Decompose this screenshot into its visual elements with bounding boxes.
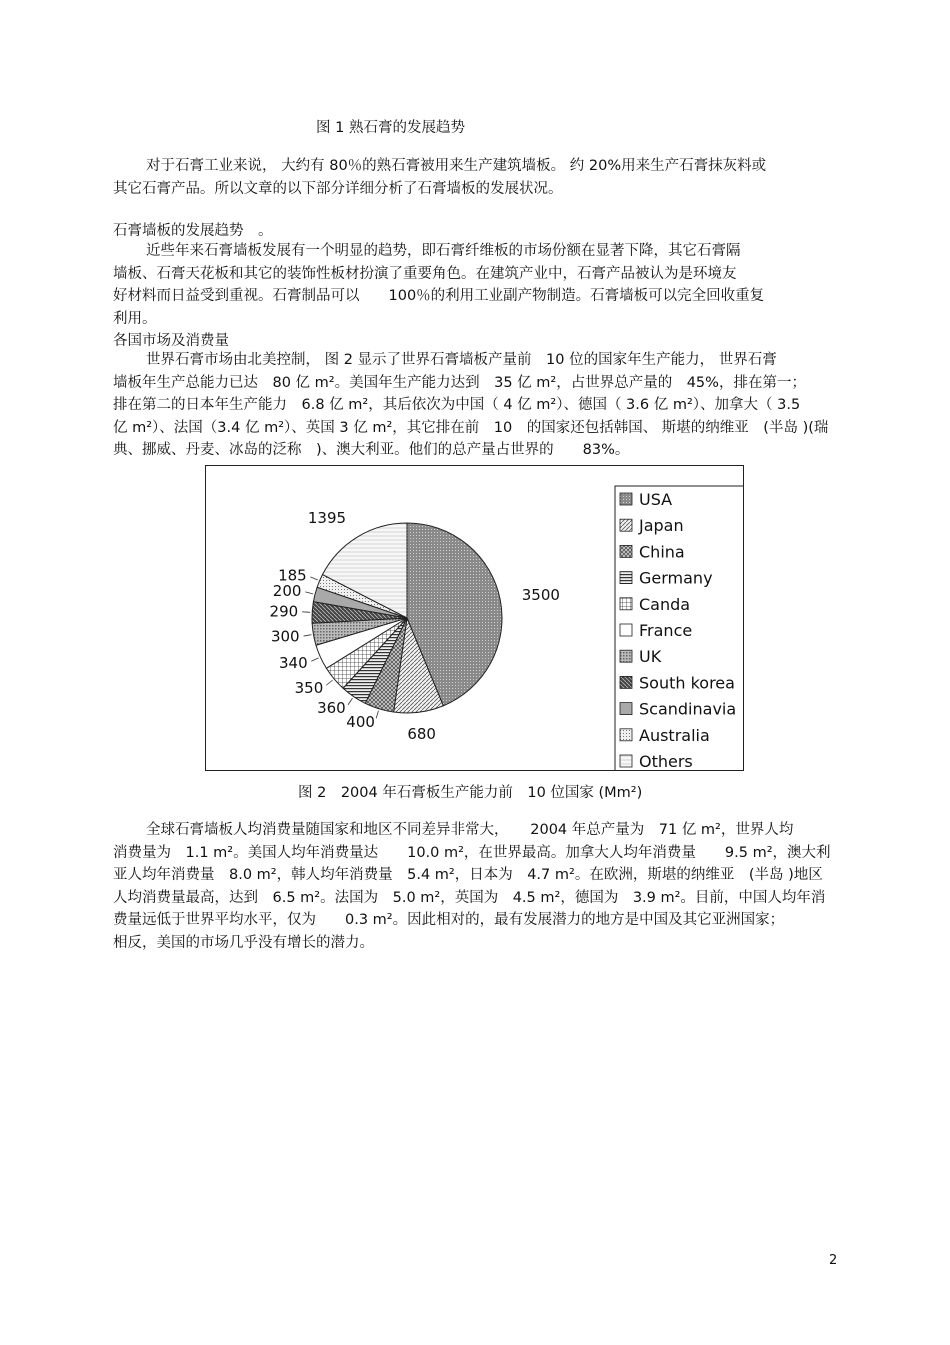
legend-label-others: Others <box>639 752 693 770</box>
pie-label-leader <box>304 635 312 636</box>
paragraph-2 <box>113 240 838 330</box>
pie-label-leader <box>326 680 332 685</box>
legend-swatch-canda <box>620 598 632 610</box>
pie-value-label: 1395 <box>307 509 347 528</box>
legend-label-scandinavia: Scandinavia <box>639 699 737 719</box>
text-line: 亚人均年消费量 8.0 m²，韩人均年消费量 5.4 m²，日本为 4.7 m²。在欧洲，斯堪的纳维亚 (半岛 )地区 <box>113 867 823 883</box>
legend-swatch-south-korea <box>620 676 632 688</box>
pie-label-leader <box>311 658 318 661</box>
pie-value-label: 680 <box>407 725 436 744</box>
legend-label-canda: Canda <box>639 594 691 614</box>
legend-label-germany: Germany <box>639 568 713 588</box>
pie-label-leader <box>305 592 313 594</box>
text-line: 费量远低于世界平均水平，仅为 0.3 m²。因此相对的，最有发展潜力的地方是中国及其它亚洲国家； <box>113 912 785 928</box>
legend-label-south-korea: South korea <box>639 673 735 693</box>
text-line: 其它石膏产品。所以文章的以下部分详细分析了石膏墙板的发展状况。 <box>113 180 563 197</box>
figure1-caption: 图 1 熟石膏的发展趋势 <box>316 120 465 136</box>
text-line: 典、挪威、丹麦、冰岛的泛称 )、澳大利亚。他们的总产量占世界的 83%。 <box>113 442 630 458</box>
figure2-caption: 图 2 2004 年石膏板生产能力前 10 位国家 (Mm²) <box>298 785 643 801</box>
section-heading-market: 各国市场及消费量 <box>113 333 229 349</box>
text-line: 墙板年生产总能力已达 80 亿 m²。美国年生产能力达到 35 亿 m²，占世界总产量的 45%，排在第一； <box>113 374 806 391</box>
text-line: 全球石膏墙板人均消费量随国家和地区不同差异非常大， 2004 年总产量为 71 亿 m²，世界人均 <box>146 822 794 838</box>
pie-value-label: 200 <box>272 581 302 600</box>
legend-swatch-others <box>620 755 632 767</box>
paragraph-3 <box>113 349 838 462</box>
text-line: 近些年来石膏墙板发展有一个明显的趋势，即石膏纤维板的市场份额在显著下降，其它石膏隔 <box>146 243 741 259</box>
pie-value-label: 185 <box>278 566 307 585</box>
legend-swatch-usa <box>620 493 632 505</box>
legend-swatch-germany <box>620 572 632 584</box>
legend-label-france: France <box>639 621 693 640</box>
legend-label-china: China <box>639 542 685 562</box>
text-line: 亿 m²）、法国（3.4 亿 m²）、英国 3 亿 m²，其它排在前 10 的国家还包括韩国、 斯堪的纳维亚 (半岛 )(瑞 <box>113 419 829 436</box>
pie-chart-frame <box>205 465 744 771</box>
pie-value-label: 290 <box>269 602 299 621</box>
legend-label-japan: Japan <box>639 516 684 536</box>
pie-value-label: 300 <box>270 627 300 646</box>
pie-label-leader <box>310 577 317 580</box>
text-line: 排在第二的日本年生产能力 6.8 亿 m²，其后依次为中国（ 4 亿 m²）、德国（ 3.6 亿 m²）、加拿大（ 3.5 <box>113 397 801 413</box>
pie-value-label: 3500 <box>521 586 560 605</box>
text-line: 相反，美国的市场几乎没有增长的潜力。 <box>113 934 374 951</box>
text-line: 对于石膏工业来说， 大约有 80％的熟石膏被用来生产建筑墙板。 约 20%用来生产石膏抹灰料或 <box>146 158 767 174</box>
pie-chart <box>206 466 743 770</box>
legend-swatch-france <box>620 624 632 636</box>
pie-slices <box>312 523 502 713</box>
pie-label-leader <box>376 711 378 719</box>
legend-swatch-japan <box>620 519 632 531</box>
legend-label-usa: USA <box>639 490 673 509</box>
pie-value-label: 400 <box>346 713 375 732</box>
text-line: 利用。 <box>113 310 157 327</box>
pie-value-label: 360 <box>317 699 346 718</box>
pie-value-label: 350 <box>294 678 324 697</box>
legend-label-uk: UK <box>639 647 662 667</box>
legend-swatch-uk <box>620 650 632 662</box>
section-heading-trend: 石膏墙板的发展趋势 。 <box>113 223 273 239</box>
text-line: 墙板、石膏天花板和其它的装饰性板材扮演了重要角色。在建筑产业中，石膏产品被认为是环境友 <box>113 265 737 282</box>
page-number: 2 <box>829 1253 838 1268</box>
legend-swatch-australia <box>620 729 632 741</box>
paragraph-1 <box>113 155 838 200</box>
legend-label-australia: Australia <box>639 725 710 745</box>
text-line: 人均消费量最高，达到 6.5 m²。法国为 5.0 m²，英国为 4.5 m²，德国为 3.9 m²。目前，中国人均年消 <box>113 889 826 906</box>
pie-value-label: 340 <box>279 653 308 672</box>
legend-swatch-scandinavia <box>620 703 632 715</box>
text-line: 好材料而日益受到重视。石膏制品可以 100％的利用工业副产物制造。石膏墙板可以完全回收重复 <box>113 288 765 304</box>
text-line: 消费量为 1.1 m²。美国人均年消费量达 10.0 m²，在世界最高。加拿大人均年消费量 9.5 m²，澳大利 <box>113 844 831 861</box>
legend-swatch-china <box>620 545 632 557</box>
text-line: 世界石膏市场由北美控制， 图 2 显示了世界石膏墙板产量前 10 位的国家年生产能力， 世界石膏 <box>146 352 777 368</box>
paragraph-4 <box>113 819 838 954</box>
pie-label-leader <box>348 698 352 705</box>
